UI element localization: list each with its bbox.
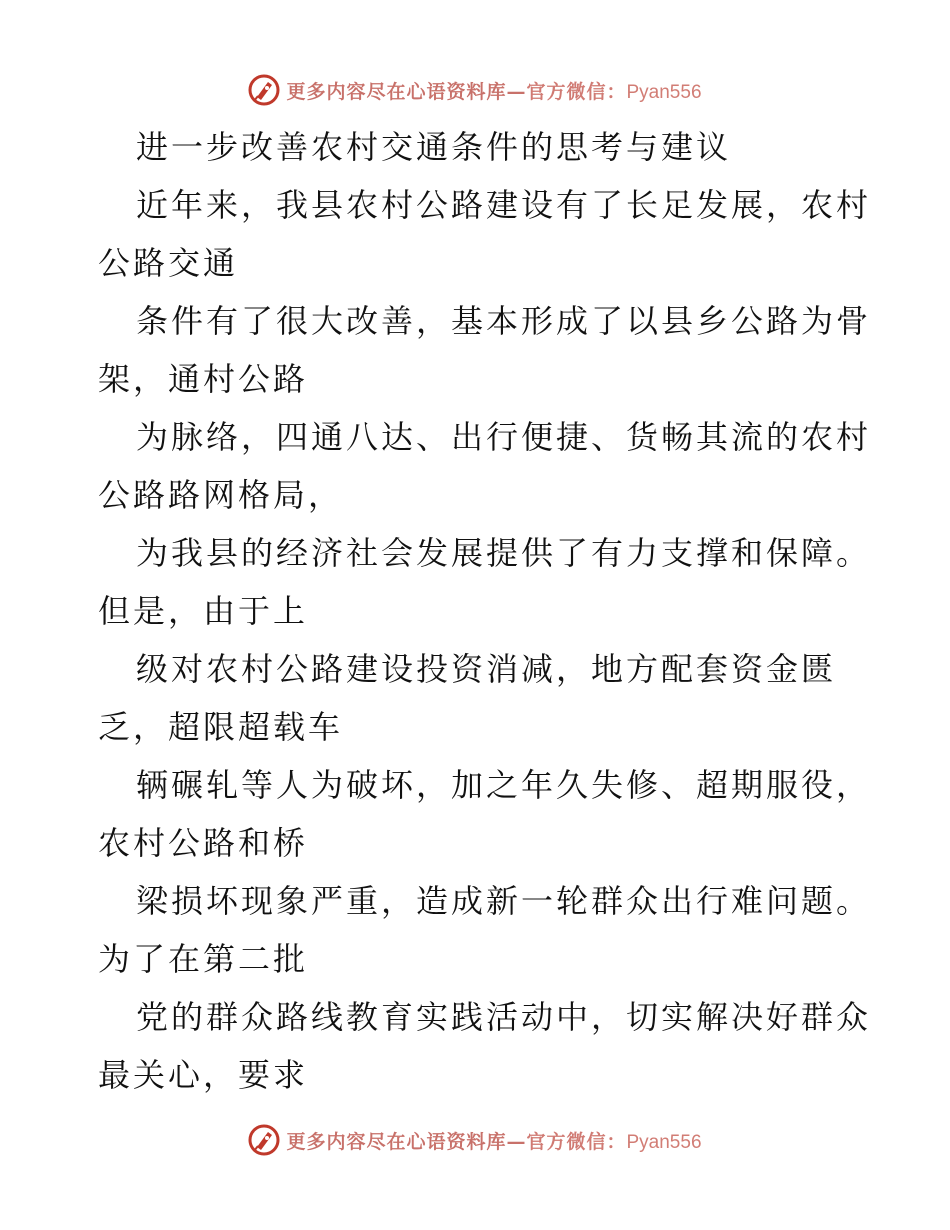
paragraph-line: 党的群众路线教育实践活动中，切实解决好群众 xyxy=(136,998,872,1036)
paragraph-line: 架，通村公路 xyxy=(98,360,309,398)
paragraph-line: 公路交通 xyxy=(98,244,239,282)
footer-banner xyxy=(0,1120,950,1160)
paragraph-line: 公路路网格局， xyxy=(98,476,344,514)
paragraph-line: 农村公路和桥 xyxy=(98,824,309,862)
paragraph-line: 辆碾轧等人为破坏，加之年久失修、超期服役， xyxy=(136,766,872,804)
document-body xyxy=(98,118,872,1104)
banner-wechat-label: 官方微信： xyxy=(526,80,627,103)
banner-main-text: 更多内容尽在心语资料库— xyxy=(286,1130,527,1153)
paragraph-line: 为了在第二批 xyxy=(98,940,309,978)
paragraph-line: 乏，超限超载车 xyxy=(98,708,344,746)
document-title: 进一步改善农村交通条件的思考与建议 xyxy=(136,128,732,166)
header-banner xyxy=(0,70,950,110)
paragraph-line: 最关心，要求 xyxy=(98,1056,309,1094)
banner-text xyxy=(286,77,701,104)
pen-nib-logo-icon xyxy=(248,1124,280,1156)
paragraph-line: 梁损坏现象严重，造成新一轮群众出行难问题。 xyxy=(136,882,872,920)
paragraph-line: 为脉络，四通八达、出行便捷、货畅其流的农村 xyxy=(136,418,872,456)
paragraph-line: 条件有了很大改善，基本形成了以县乡公路为骨 xyxy=(136,302,872,340)
paragraph-line: 为我县的经济社会发展提供了有力支撑和保障。 xyxy=(136,534,872,572)
banner-wechat-label: 官方微信： xyxy=(526,1130,627,1153)
paragraph-line: 级对农村公路建设投资消减，地方配套资金匮 xyxy=(136,650,837,688)
pen-nib-logo-icon xyxy=(248,74,280,106)
paragraph-line: 但是，由于上 xyxy=(98,592,309,630)
banner-wechat-handle: Pyan556 xyxy=(626,81,702,103)
banner-text xyxy=(286,1127,701,1154)
paragraph-line: 近年来，我县农村公路建设有了长足发展，农村 xyxy=(136,186,872,224)
banner-wechat-handle: Pyan556 xyxy=(626,1131,702,1153)
banner-main-text: 更多内容尽在心语资料库— xyxy=(286,80,527,103)
